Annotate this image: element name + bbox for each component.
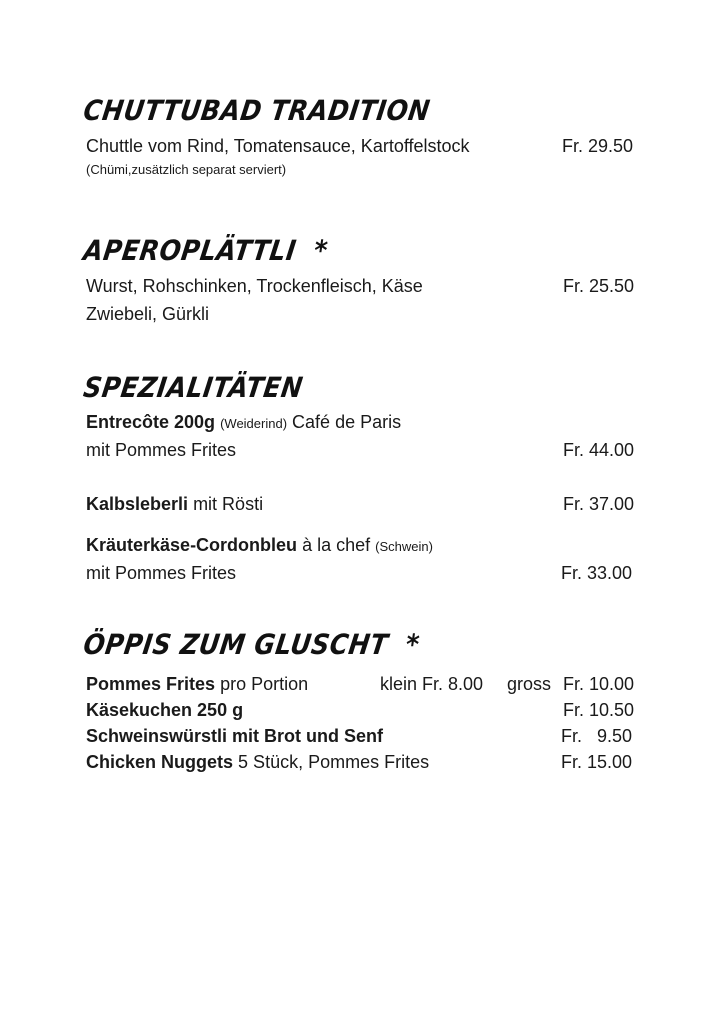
- kalbsleberli-rest: mit Rösti: [193, 494, 264, 514]
- dish-cake: [86, 699, 243, 721]
- dish-fries: [86, 673, 308, 695]
- cordonbleu-rest: à la chef: [302, 535, 371, 555]
- cordonbleu-name: Kräuterkäse-Cordonbleu: [86, 535, 298, 555]
- fries-rest: pro Portion: [220, 674, 309, 694]
- cordonbleu-qualifier: (Schwein): [375, 539, 433, 554]
- entrecote-name: Entrecôte 200g: [86, 412, 216, 432]
- fries-small-price: klein Fr. 8.00: [380, 674, 484, 694]
- entrecote-side: mit Pommes Frites: [86, 440, 237, 460]
- cordonbleu-side: mit Pommes Frites: [86, 563, 237, 583]
- apero-line-1: Wurst, Rohschinken, Trockenfleisch, Käse: [86, 276, 423, 296]
- fries-name: Pommes Frites: [86, 674, 216, 694]
- dish-nuggets: [86, 751, 429, 773]
- section-title-tradition: CHUTTUBAD TRADITION: [81, 94, 433, 127]
- price-cake: Fr. 10.50: [563, 700, 635, 720]
- apero-line-2: Zwiebeli, Gürkli: [86, 304, 210, 324]
- price-kalbsleberli: Fr. 37.00: [563, 494, 635, 514]
- price-cordonbleu: Fr. 33.00: [561, 563, 633, 583]
- price-chuttle: Fr. 29.50: [562, 136, 634, 156]
- dish-sausage: [86, 725, 383, 747]
- snacks-title-text: ÖPPIS ZUM GLUSCHT: [81, 628, 391, 661]
- price-apero: Fr. 25.50: [563, 276, 635, 296]
- sausage-name: Schweinswürstli mit Brot und Senf: [86, 726, 384, 746]
- cake-name: Käsekuchen 250 g: [86, 700, 244, 720]
- price-sausage: Fr. 9.50: [561, 726, 633, 746]
- apero-title-text: APEROPLÄTTLI: [81, 234, 299, 267]
- nuggets-name: Chicken Nuggets: [86, 752, 234, 772]
- entrecote-qualifier: (Weiderind): [220, 416, 288, 431]
- dish-chuttle: Chuttle vom Rind, Tomatensauce, Kartoffelstock: [86, 136, 470, 156]
- snacks-star: *: [403, 628, 422, 661]
- price-fries: Fr. 10.00: [563, 674, 635, 694]
- kalbsleberli-name: Kalbsleberli: [86, 494, 189, 514]
- price-entrecote: Fr. 44.00: [563, 440, 635, 460]
- entrecote-rest: Café de Paris: [292, 412, 402, 432]
- note-chuemi: (Chümi,zusätzlich separat serviert): [86, 162, 287, 177]
- nuggets-rest: 5 Stück, Pommes Frites: [238, 752, 430, 772]
- section-title-specials: SPEZIALITÄTEN: [81, 371, 306, 404]
- dish-entrecote: [86, 411, 401, 435]
- fries-large-label: gross: [507, 674, 552, 694]
- dish-cordonbleu: [86, 534, 433, 558]
- section-title-snacks: [81, 628, 421, 660]
- price-nuggets: Fr. 15.00: [561, 752, 633, 772]
- apero-star: *: [311, 234, 330, 267]
- dish-kalbsleberli: [86, 493, 263, 515]
- section-title-apero: [81, 234, 330, 266]
